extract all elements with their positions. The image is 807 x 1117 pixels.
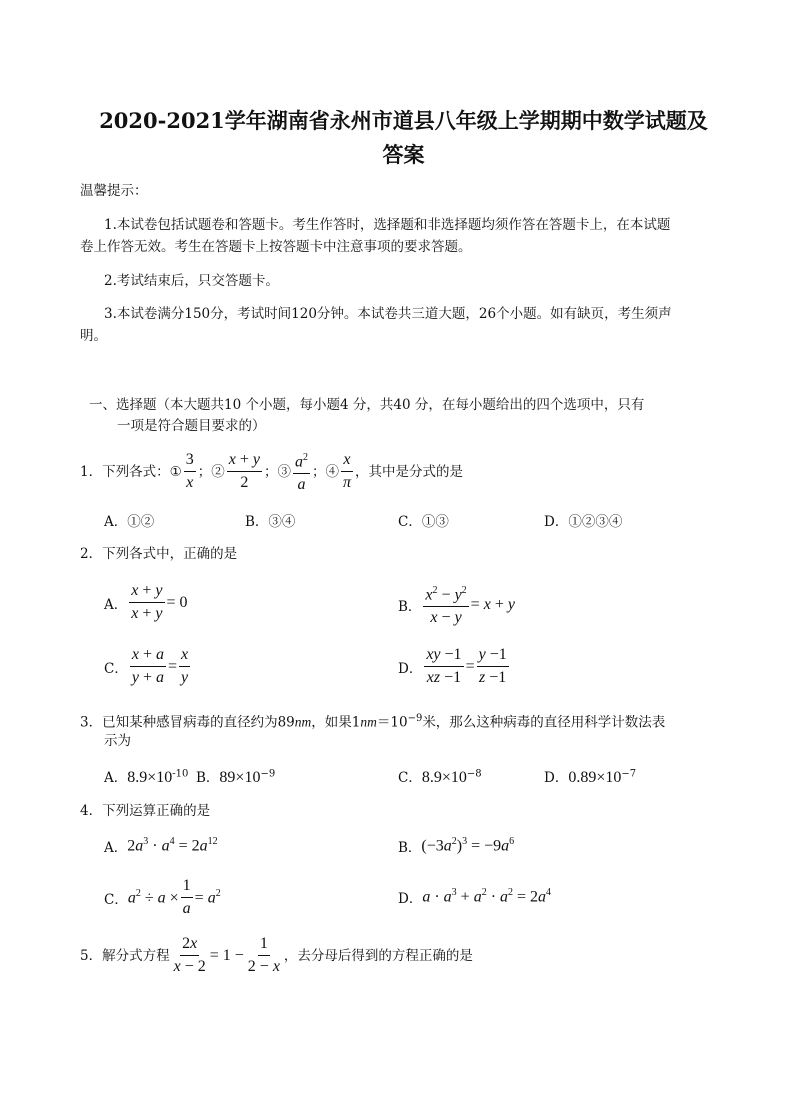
question-3: 3．已知某种感冒病毒的直径约为89nm，如果$1nm=10^{-9}$米，那么这种病毒的直径用科学计数法表 bbox=[80, 713, 666, 731]
q1-option-b: B．③④ bbox=[245, 514, 296, 530]
q1-expr-3: $\frac{a^2}{a}$ bbox=[293, 448, 310, 495]
tip-3b: 明。 bbox=[80, 328, 107, 344]
q3-option-a: A．$8.9\times 10^{-10}$ bbox=[104, 768, 189, 786]
q1-expr-2: $\frac{x + y}{2}$ bbox=[228, 451, 260, 492]
question-2: 2．下列各式中，正确的是 bbox=[80, 546, 238, 562]
question-3-line2: 示为 bbox=[104, 733, 131, 749]
tip-2: 2.考试结束后，只交答题卡。 bbox=[104, 273, 279, 289]
title-line-1: 2020-2021学年湖南省永州市道县八年级上学期期中数学试题及 bbox=[99, 108, 708, 133]
q1-option-c: C．①③ bbox=[398, 514, 449, 530]
q3-option-b: B．$89\times 10^{-9}$ bbox=[196, 768, 276, 786]
question-1: 1．下列各式： ① $\frac{3}{x}$ ；② $\frac{x + y}{2}$ ；③ $\frac{a^2}{a}$ ；④ $\frac{x}{\pi}$ ，其中是分式的是 bbox=[80, 448, 463, 495]
q1-expr-1: $\frac{3}{x}$ bbox=[185, 451, 194, 492]
q4-option-d: D． $a \cdot a^3 + a^2 \cdot a^2 = 2a^4$ bbox=[398, 887, 552, 907]
q2-option-b: B． $\frac{x^2 - y^2}{x - y}$ = x + y bbox=[398, 581, 515, 628]
q4-option-c: C． $a^2 \div a$ × $\frac{1}{a}$ = $a^2$ bbox=[104, 877, 221, 917]
q1-option-a: A．①② bbox=[104, 514, 155, 530]
section-heading-1: 一、选择题（本大题共10 个小题，每小题4 分，共40 分，在每小题给出的四个选项中，只有 bbox=[89, 397, 645, 413]
question-5: 5．解分式方程 $\frac{2x}{x - 2}$ = 1 − $\frac{1}{2 - x}$ ，去分母后得到的方程正确的是 bbox=[80, 935, 473, 975]
q3-option-d: D．$0.89\times 10^{-7}$ bbox=[544, 768, 637, 786]
tip-3a: 3.本试卷满分150分，考试时间120分钟。本试卷共三道大题，26个小题。如有缺页，考生须声 bbox=[104, 306, 672, 322]
q2-option-d: D． $\frac{xy -1}{xz -1}$ = $\frac{y -1}{z -1}$ bbox=[398, 646, 507, 686]
title-line-2: 答案 bbox=[382, 142, 425, 167]
q3-option-c: C．$8.9\times 10^{-8}$ bbox=[398, 768, 482, 786]
q2-option-a: A． $\frac{x + y}{x + y}$ = 0 bbox=[104, 582, 188, 622]
q1-option-d: D．①②③④ bbox=[544, 514, 623, 530]
tip-1b: 卷上作答无效。考生在答题卡上按答题卡中注意事项的要求答题。 bbox=[80, 239, 472, 255]
tip-1a: 1.本试卷包括试题卷和答题卡。考生作答时，选择题和非选择题均须作答在答题卡上，在本试题 bbox=[104, 217, 671, 233]
q2-option-c: C． $\frac{x + a}{y + a}$ = $\frac{x}{y}$ bbox=[104, 646, 189, 686]
section-heading-2: 一项是符合题目要求的） bbox=[117, 418, 266, 434]
q4-option-a: A． $2a^3 \cdot a^4 = 2a^{12}$ bbox=[104, 836, 218, 856]
q1-expr-4: $\frac{x}{\pi}$ bbox=[342, 451, 351, 492]
tips-label: 温馨提示： bbox=[80, 183, 148, 199]
q4-option-b: B． $(-3a^2)^3 = -9a^6$ bbox=[398, 836, 515, 856]
question-4: 4．下列运算正确的是 bbox=[80, 803, 211, 819]
